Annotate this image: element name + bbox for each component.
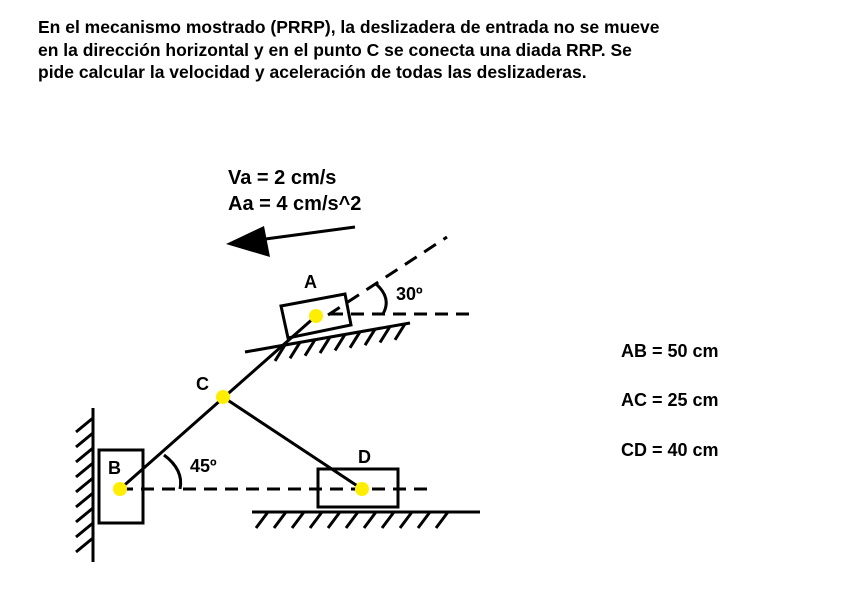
wall-hatch-mark xyxy=(76,508,93,522)
point-label-b: B xyxy=(108,458,121,478)
point-label-a: A xyxy=(304,272,317,292)
ground-hatch-mark xyxy=(310,512,322,528)
left-wall xyxy=(76,408,93,562)
link-cd xyxy=(223,397,362,489)
wall-hatch-mark xyxy=(76,478,93,492)
ground-hatch-mark xyxy=(274,512,286,528)
velocity-arrow xyxy=(226,226,355,257)
dimension-cd: CD = 40 cm xyxy=(621,440,719,460)
ground-hatch-mark xyxy=(382,512,394,528)
wall-hatch-mark xyxy=(76,448,93,462)
joint-a xyxy=(309,309,323,323)
ground-hatch-mark xyxy=(364,512,376,528)
velocity-label: Va = 2 cm/s xyxy=(228,167,337,189)
problem-line-3: pide calcular la velocidad y aceleración de todas las deslizaderas. xyxy=(38,62,587,82)
ground-hatch-mark xyxy=(436,512,448,528)
ground-hatch-mark xyxy=(418,512,430,528)
wall-hatch-mark xyxy=(76,463,93,477)
reference-lines xyxy=(120,237,470,489)
ground-hatch-mark xyxy=(256,512,268,528)
joint-b xyxy=(113,482,127,496)
wall-hatch-mark xyxy=(76,433,93,447)
angle-label-45: 45º xyxy=(190,456,217,476)
dimension-ac: AC = 25 cm xyxy=(621,390,719,410)
link-ab xyxy=(120,316,316,489)
ground-hatch-mark xyxy=(292,512,304,528)
angle-label-30: 30º xyxy=(396,284,423,304)
wall-hatch-mark xyxy=(76,538,93,552)
ground-hatch-mark xyxy=(400,512,412,528)
angle-arc-45 xyxy=(164,455,181,489)
ground-hatch-mark xyxy=(328,512,340,528)
wall-hatch-mark xyxy=(76,523,93,537)
point-label-c: C xyxy=(196,374,209,394)
point-label-d: D xyxy=(358,447,371,467)
wall-hatch-mark xyxy=(76,418,93,432)
problem-line-1: En el mecanismo mostrado (PRRP), la deslizadera de entrada no se mueve xyxy=(38,17,660,37)
bottom-ground xyxy=(252,512,480,528)
dimension-ab: AB = 50 cm xyxy=(621,341,719,361)
angle-arc-30 xyxy=(376,284,386,314)
problem-line-2: en la dirección horizontal y en el punto C se conecta una diada RRP. Se xyxy=(38,39,632,60)
joint-c xyxy=(216,390,230,404)
joint-d xyxy=(355,482,369,496)
acceleration-label: Aa = 4 cm/s^2 xyxy=(228,193,362,215)
ground-hatch-mark xyxy=(346,512,358,528)
wall-hatch-mark xyxy=(76,493,93,507)
